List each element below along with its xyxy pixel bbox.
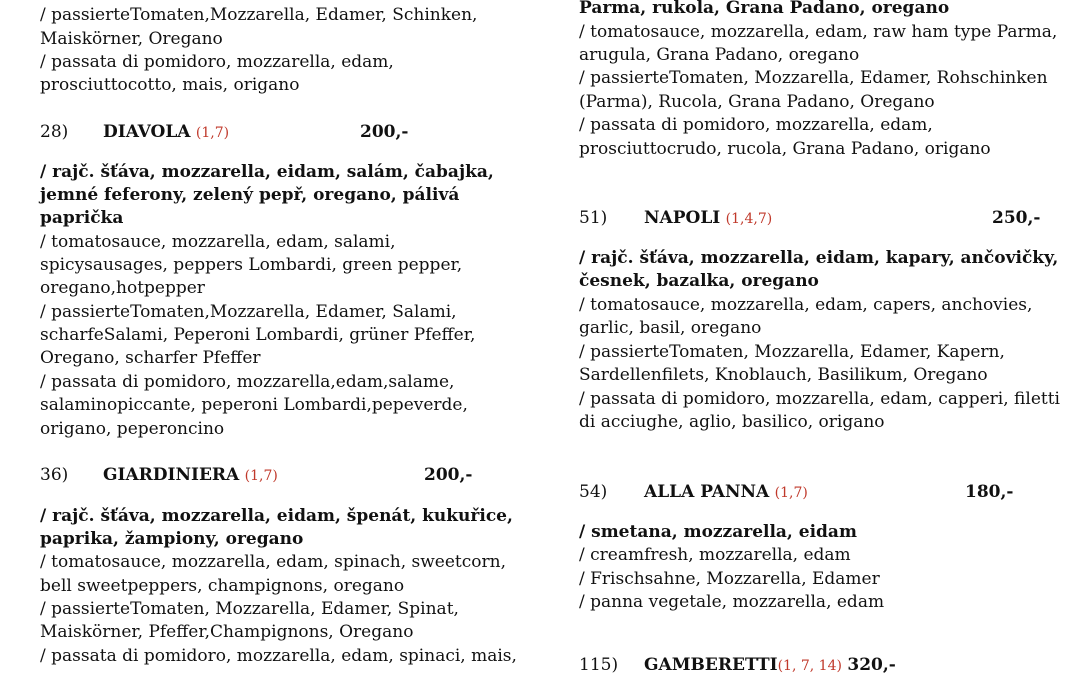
menu-line: / panna vegetale, mozzarella, edam bbox=[579, 592, 885, 612]
menu-line: / passata di pomidoro, mozzarella, edam, bbox=[40, 52, 394, 72]
menu-line: arugula, Grana Padano, oregano bbox=[579, 45, 860, 65]
allergens: (1,4,7) bbox=[725, 211, 773, 227]
menu-line: spicysausages, peppers Lombardi, green pepper, bbox=[40, 255, 463, 275]
item-price: 250,- bbox=[992, 208, 1041, 228]
menu-line: Maiskörner, Pfeffer,Champignons, Oregano bbox=[40, 622, 414, 642]
menu-line: / smetana, mozzarella, eidam bbox=[579, 522, 857, 542]
menu-line: jemné feferony, zelený pepř, oregano, pálivá bbox=[40, 185, 460, 205]
item-name: NAPOLI bbox=[644, 208, 721, 228]
menu-line: origano, peperoncino bbox=[40, 419, 225, 439]
item-name: GAMBERETTI bbox=[644, 655, 778, 675]
item-number: 28) bbox=[40, 122, 69, 142]
menu-line: / Frischsahne, Mozzarella, Edamer bbox=[579, 569, 880, 589]
menu-line: česnek, bazalka, oregano bbox=[579, 271, 819, 291]
menu-line: / passierteTomaten,Mozzarella, Edamer, Salami, bbox=[40, 302, 457, 322]
menu-line: Parma, rukola, Grana Padano, oregano bbox=[579, 0, 950, 18]
menu-line: / tomatosauce, mozzarella, edam, raw ham type Parma, bbox=[579, 22, 1058, 42]
menu-line: Maiskörner, Oregano bbox=[40, 29, 223, 49]
menu-line: / rajč. šťáva, mozzarella, eidam, špenát, kukuřice, bbox=[40, 506, 513, 526]
item-title bbox=[103, 464, 278, 489]
allergens: (1,7) bbox=[774, 485, 808, 501]
menu-line: di acciughe, aglio, basilico, origano bbox=[579, 412, 885, 432]
allergens: (1,7) bbox=[244, 468, 278, 484]
menu-line: Oregano, scharfer Pfeffer bbox=[40, 348, 261, 368]
menu-line: / passata di pomidoro, mozzarella, edam, bbox=[579, 115, 933, 135]
item-title bbox=[644, 481, 808, 506]
item-price: 200,- bbox=[424, 465, 473, 485]
menu-line: bell sweetpeppers, champignons, oregano bbox=[40, 576, 405, 596]
menu-line: / passata di pomidoro, mozzarella,edam,salame, bbox=[40, 372, 455, 392]
item-name: GIARDINIERA bbox=[103, 465, 240, 485]
allergens: (1,7) bbox=[195, 125, 230, 141]
item-title bbox=[644, 207, 772, 232]
menu-line: paprika, žampiony, oregano bbox=[40, 529, 304, 549]
menu-line: garlic, basil, oregano bbox=[579, 318, 762, 338]
menu-line: / passierteTomaten, Mozzarella, Edamer, Kapern, bbox=[579, 342, 1005, 362]
menu-line: / tomatosauce, mozzarella, edam, spinach, sweetcorn, bbox=[40, 552, 506, 572]
menu-line: / tomatosauce, mozzarella, edam, salami, bbox=[40, 232, 396, 252]
menu-line: / passierteTomaten, Mozzarella, Edamer, Rohschinken bbox=[579, 68, 1048, 88]
item-name: DIAVOLA bbox=[103, 122, 191, 142]
menu-line: paprička bbox=[40, 208, 124, 228]
menu-line: / passierteTomaten,Mozzarella, Edamer, Schinken, bbox=[40, 5, 478, 25]
menu-line: / passata di pomidoro, mozzarella, edam, capperi, filetti bbox=[579, 389, 1060, 409]
menu-line: salaminopiccante, peperoni Lombardi,pepeverde, bbox=[40, 395, 468, 415]
allergens: (1, 7, 14) bbox=[777, 658, 842, 674]
item-price: 200,- bbox=[360, 122, 409, 142]
item-price: 320,- bbox=[847, 655, 896, 675]
item-number: 36) bbox=[40, 465, 69, 485]
item-name: ALLA PANNA bbox=[644, 482, 770, 502]
menu-line: Sardellenfilets, Knoblauch, Basilikum, Oregano bbox=[579, 365, 988, 385]
item-number: 115) bbox=[579, 655, 619, 675]
menu-line: / rajč. šťáva, mozzarella, eidam, salám, čabajka, bbox=[40, 162, 494, 182]
menu-line: / tomatosauce, mozzarella, edam, capers, anchovies, bbox=[579, 295, 1033, 315]
menu-line: prosciuttocrudo, rucola, Grana Padano, origano bbox=[579, 139, 991, 159]
menu-line: oregano,hotpepper bbox=[40, 278, 205, 298]
item-number: 51) bbox=[579, 208, 608, 228]
menu-line: / passata di pomidoro, mozzarella, edam, spinaci, mais, bbox=[40, 646, 517, 666]
item-number: 54) bbox=[579, 482, 608, 502]
menu-line: scharfeSalami, Peperoni Lombardi, grüner Pfeffer, bbox=[40, 325, 476, 345]
menu-line: / passierteTomaten, Mozzarella, Edamer, Spinat, bbox=[40, 599, 459, 619]
item-title bbox=[103, 121, 229, 146]
menu-line: / creamfresh, mozzarella, edam bbox=[579, 545, 851, 565]
menu-line: (Parma), Rucola, Grana Padano, Oregano bbox=[579, 92, 935, 112]
menu-line: / rajč. šťáva, mozzarella, eidam, kapary, ančovičky, bbox=[579, 248, 1059, 268]
menu-line: prosciuttocotto, mais, origano bbox=[40, 75, 300, 95]
item-price: 180,- bbox=[965, 482, 1014, 502]
